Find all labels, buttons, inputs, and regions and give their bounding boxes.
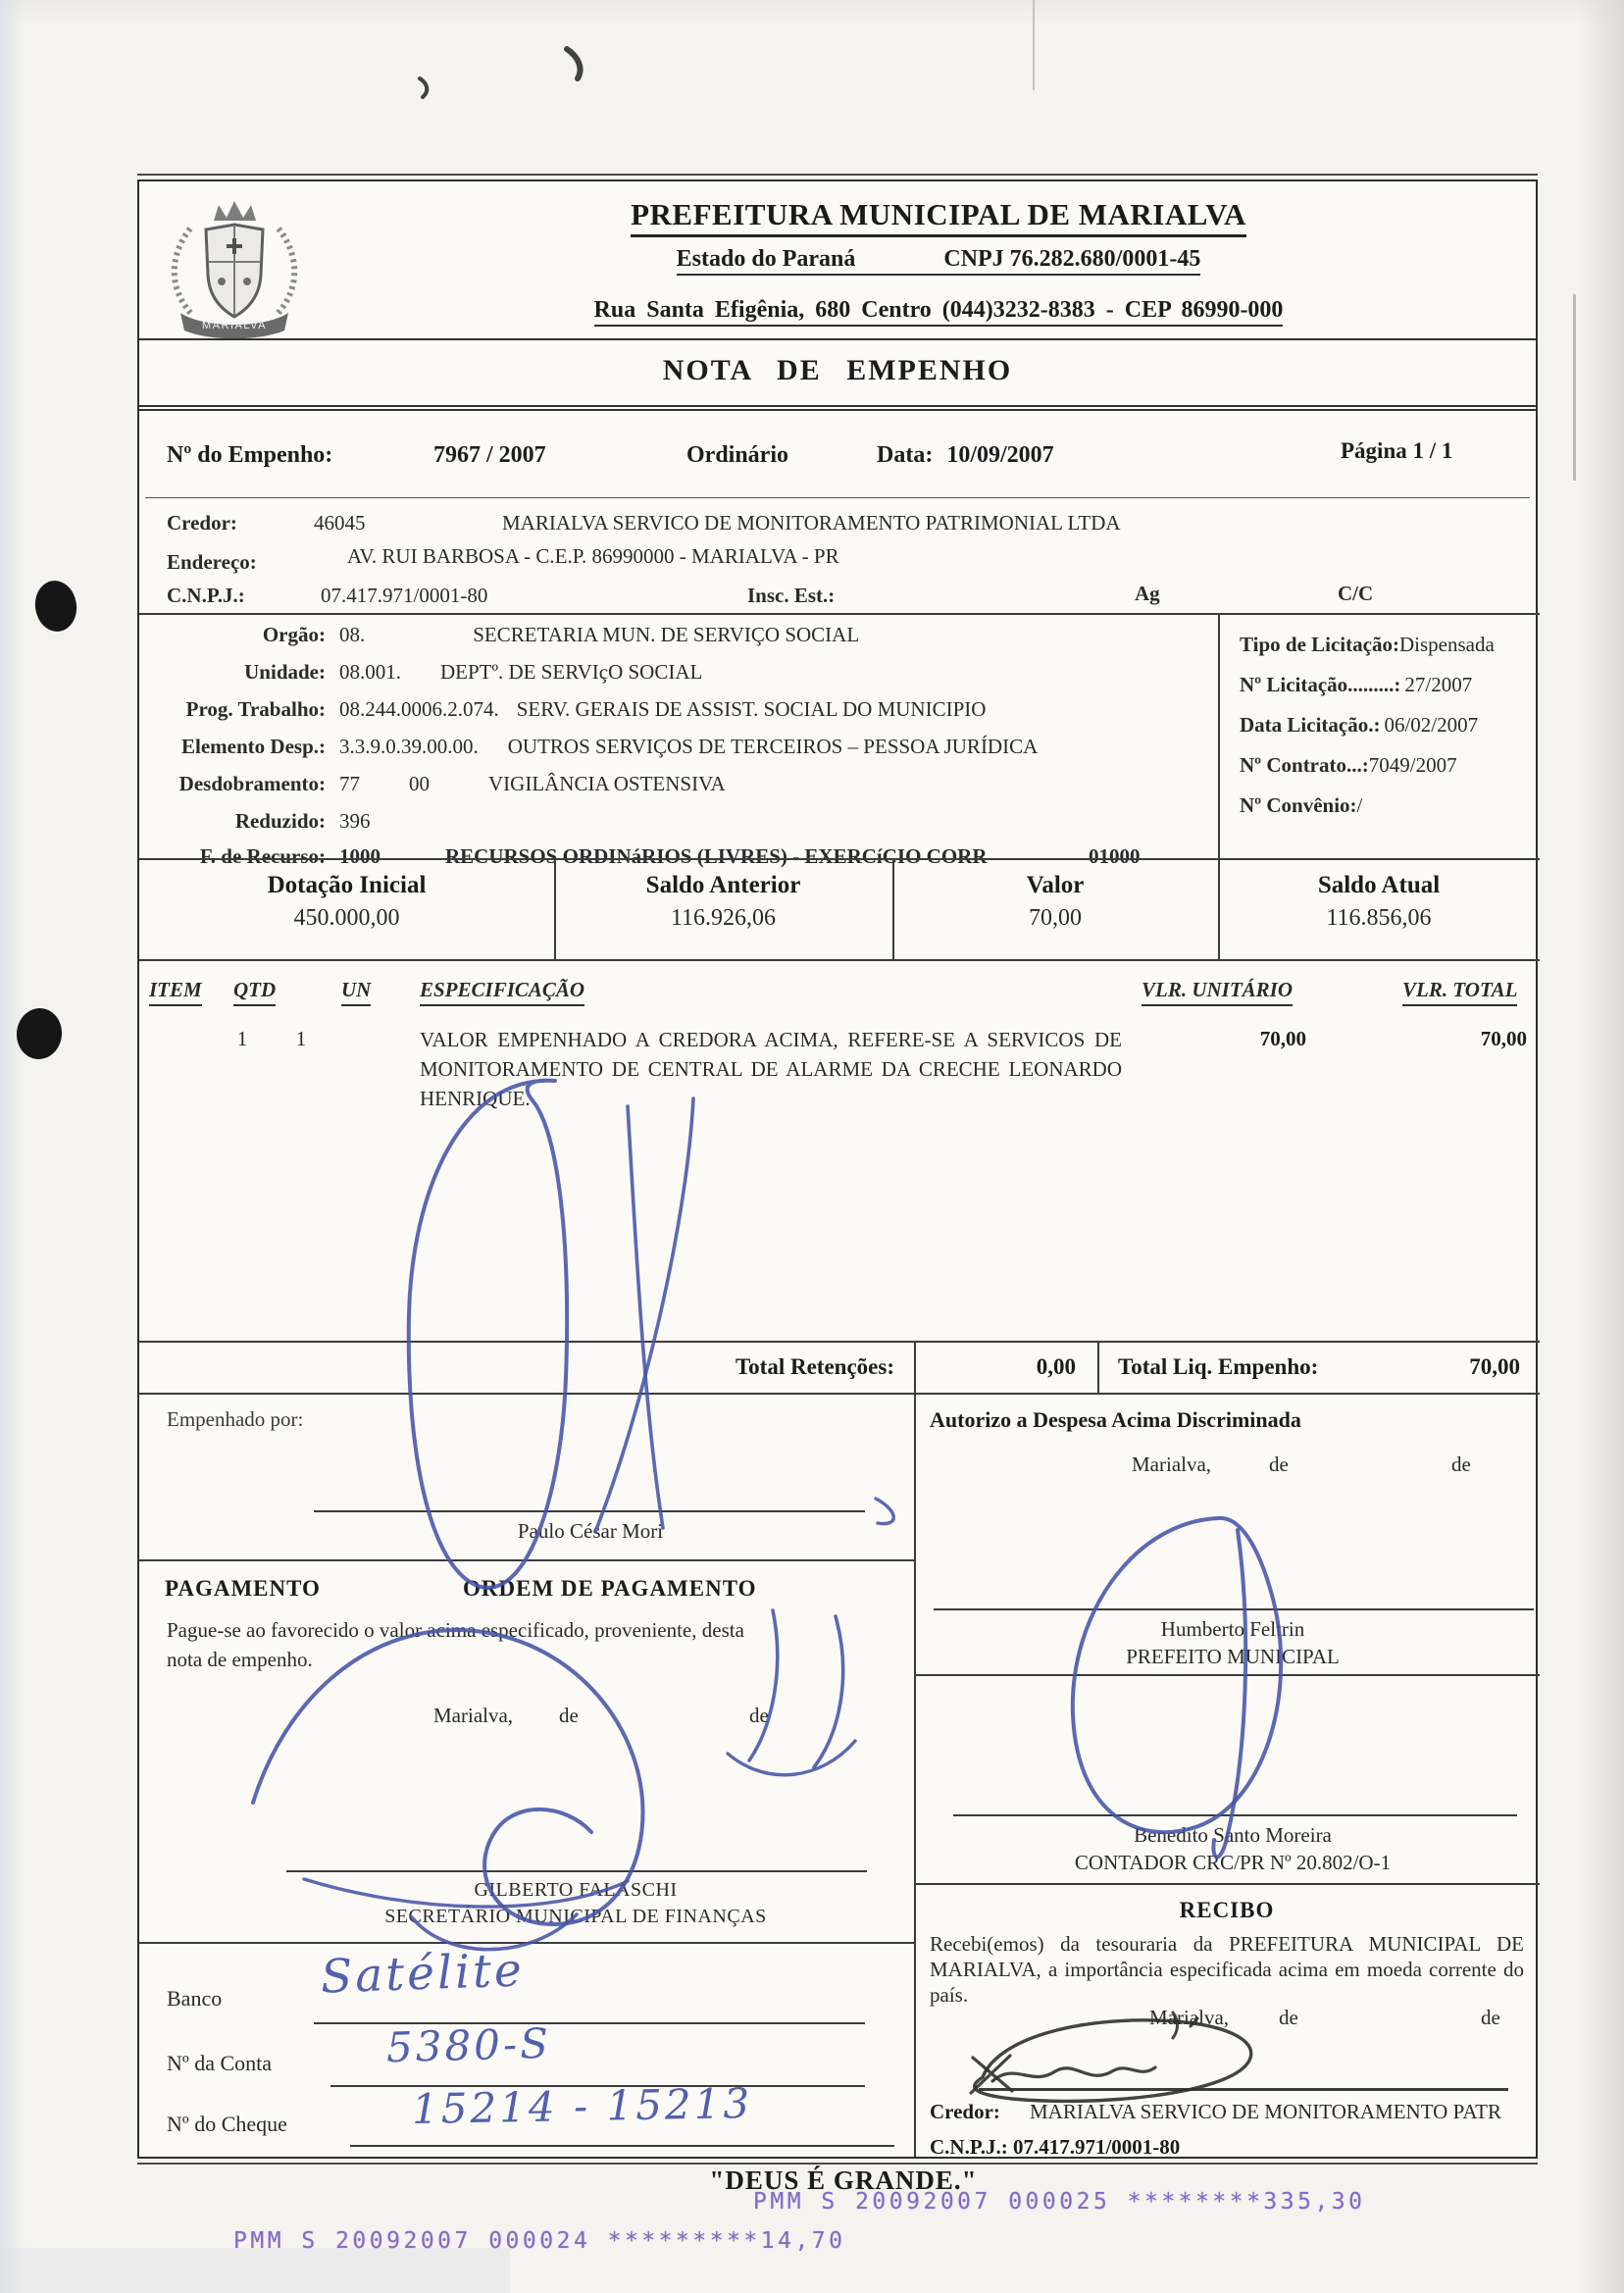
- convenio-label: Nº Convênio:: [1240, 793, 1357, 817]
- elemento-desc: OUTROS SERVIÇOS DE TERCEIROS – PESSOA JURÍDICA: [507, 735, 1039, 758]
- licitacao-tipo-value: Dispensada: [1398, 633, 1495, 656]
- banco-section-divider: [139, 1942, 914, 1944]
- totais-top-line: [139, 1341, 1540, 1343]
- doc-title-band: NOTA DE EMPENHO: [139, 338, 1536, 407]
- footer-motto: "DEUS É GRANDE.": [709, 2166, 978, 2195]
- licitacao-data-label: Data Licitação.:: [1240, 713, 1381, 737]
- header-title-block: [355, 197, 1522, 232]
- autorizo-cidade: Marialva,: [1132, 1452, 1212, 1476]
- scan-artifact-line: [1033, 0, 1035, 90]
- prefeito-section-divider: [914, 1674, 1540, 1676]
- dot-matrix-stamp-1: PMM S 20092007 000025 ********335,30: [753, 2189, 1366, 2215]
- orcamento-block: [139, 623, 1198, 869]
- recurso-extra-code: 01000: [1089, 844, 1141, 868]
- contador-signature-line: [953, 1814, 1517, 1816]
- item-qtd: 1: [295, 1027, 307, 1050]
- credor-name: MARIALVA SERVICO DE MONITORAMENTO PATRIMONIAL LTDA: [502, 511, 1121, 535]
- cc-label: C/C: [1338, 582, 1374, 605]
- empenhado-por-label: Empenhado por:: [167, 1407, 304, 1431]
- recibo-credor-name: MARIALVA SERVICO DE MONITORAMENTO PATR: [1030, 2100, 1502, 2123]
- saldo-atual-cell: [1218, 872, 1540, 932]
- desdobramento-label: Desdobramento:: [178, 772, 326, 795]
- dotacao-top-line: [139, 858, 1540, 860]
- col-un-header: UN: [341, 978, 371, 1006]
- totais-divider-2: [1097, 1341, 1099, 1393]
- cnpj-label: C.N.P.J.:: [167, 584, 245, 607]
- empenho-number-label: Nº do Empenho:: [167, 442, 333, 468]
- dotacao-inicial-value: 450.000,00: [293, 905, 400, 931]
- pagamento-title: PAGAMENTO: [165, 1576, 321, 1601]
- autorizo-de2: de: [1451, 1452, 1471, 1476]
- credor-label: Credor:: [167, 511, 237, 535]
- empenho-date-label: Data:: [877, 442, 934, 468]
- orcamento-row-prog-trabalho: [139, 697, 1198, 722]
- licitacao-block: [1240, 633, 1534, 818]
- desdobramento-desc: VIGILÂNCIA OSTENSIVA: [488, 772, 726, 795]
- prog-trabalho-desc: SERV. GERAIS DE ASSIST. SOCIAL DO MUNICIPIO: [516, 697, 987, 721]
- licitacao-num-value: 27/2007: [1404, 673, 1473, 696]
- ink-blob-1: [32, 578, 80, 634]
- autorizo-de1: de: [1269, 1452, 1289, 1476]
- total-retencoes-label: Total Retenções:: [735, 1354, 894, 1379]
- insc-est-label: Insc. Est.:: [747, 584, 836, 607]
- empenho-date-value: 10/09/2007: [946, 442, 1054, 468]
- orcamento-row-unidade: [139, 660, 1198, 685]
- licitacao-num-row: [1240, 673, 1534, 697]
- orgao-desc: SECRETARIA MUN. DE SERVIÇO SOCIAL: [473, 623, 860, 646]
- reduzido-code: 396: [339, 809, 371, 833]
- orcamento-row-elemento: [139, 735, 1198, 759]
- item-vlr-total: 70,00: [1480, 1027, 1527, 1050]
- page-indicator: Página 1 / 1: [1341, 438, 1453, 463]
- contrato-value: 7049/2007: [1368, 753, 1457, 777]
- col-item-header: ITEM: [149, 978, 202, 1006]
- page-title: PREFEITURA MUNICIPAL DE MARIALVA: [631, 197, 1246, 237]
- item-vlr-unit: 70,00: [1259, 1027, 1306, 1050]
- empenhado-signer-name: Paulo César Mori: [517, 1519, 664, 1543]
- saldo-anterior-header: Saldo Anterior: [645, 872, 801, 898]
- contador-name: Benedito Santo Moreira: [1134, 1823, 1332, 1847]
- dot-matrix-stamp-2: PMM S 20092007 000024 *********14,70: [233, 2228, 846, 2254]
- empenho-form: [137, 179, 1538, 2159]
- banco-handwritten-value: Satélite: [320, 1943, 526, 2005]
- unidade-desc: DEPTº. DE SERVIçO SOCIAL: [440, 660, 703, 684]
- secretario-name: GILBERTO FALASCHI: [474, 1879, 678, 1901]
- cnpj-value: 07.417.971/0001-80: [321, 584, 488, 607]
- recurso-code: 1000: [339, 844, 381, 868]
- scan-edge-top: [0, 0, 1624, 25]
- recibo-credor-label: Credor:: [930, 2100, 1000, 2123]
- dotacao-bottom-line: [139, 959, 1540, 961]
- credor-code: 46045: [314, 511, 366, 535]
- totais-divider-1: [914, 1341, 916, 1393]
- recibo-section-divider: [914, 1883, 1540, 1885]
- prefeito-name: Humberto Feltrin: [1160, 1617, 1305, 1641]
- header-state: Estado do Paraná: [676, 246, 856, 272]
- divider-under-credor: [139, 613, 1540, 615]
- conta-label: Nº da Conta: [167, 2051, 273, 2075]
- saldo-anterior-value: 116.926,06: [670, 905, 777, 931]
- divider-licitacao: [1218, 613, 1220, 858]
- total-liq-value: 70,00: [1469, 1354, 1520, 1379]
- empenho-type: Ordinário: [686, 442, 789, 468]
- contador-role: CONTADOR CRC/PR Nº 20.802/O-1: [1074, 1851, 1392, 1874]
- item-number: 1: [236, 1027, 248, 1050]
- autorizo-title: Autorizo a Despesa Acima Discriminada: [930, 1407, 1301, 1432]
- orcamento-row-desdobramento: [139, 772, 1198, 796]
- scan-artifact-tint: [0, 2248, 510, 2293]
- pagamento-de2: de: [749, 1704, 769, 1727]
- prog-trabalho-code: 08.244.0006.2.074.: [339, 697, 499, 721]
- recibo-title: RECIBO: [1179, 1898, 1275, 1922]
- conta-handwritten-value: 5380-S: [385, 2018, 552, 2072]
- total-retencoes-value: 0,00: [1036, 1354, 1076, 1379]
- col-qtd-header: QTD: [233, 978, 276, 1006]
- recibo-de1: de: [1279, 2006, 1298, 2029]
- scan-edge-left: [0, 0, 25, 2293]
- orcamento-row-recurso: [139, 844, 1198, 869]
- reduzido-label: Reduzido:: [234, 809, 326, 833]
- valor-header: Valor: [1026, 872, 1085, 898]
- col-vlr-unit-header: VLR. UNITÁRIO: [1142, 978, 1293, 1006]
- empenho-number-value: 7967 / 2007: [433, 442, 546, 468]
- saldo-atual-header: Saldo Atual: [1317, 872, 1441, 898]
- dotacao-inicial-header: Dotação Inicial: [267, 872, 427, 898]
- licitacao-tipo-label: Tipo de Licitação:: [1240, 633, 1399, 656]
- header-address-block: [355, 297, 1522, 324]
- elemento-code: 3.3.9.0.39.00.00.: [339, 735, 479, 758]
- licitacao-data-value: 06/02/2007: [1384, 713, 1479, 737]
- recurso-label: F. de Recurso:: [199, 844, 326, 868]
- header-address: Rua Santa Efigênia, 680 Centro (044)3232-8383 - CEP 86990-000: [594, 297, 1284, 327]
- bottom-column-divider: [914, 1393, 916, 2157]
- empenho-date: [877, 442, 1054, 469]
- recibo-text: Recebi(emos) da tesouraria da PREFEITURA MUNICIPAL DE MARIALVA, a importância especificada acima em moeda corrente do país.: [930, 1932, 1524, 2007]
- recibo-cidade: Marialva,: [1149, 2006, 1230, 2029]
- prefeito-role: PREFEITO MUNICIPAL: [1126, 1645, 1340, 1668]
- pagamento-text: Pague-se ao favorecido o valor acima especificado, proveniente, desta nota de empenho.: [167, 1618, 744, 1671]
- pagamento-section-divider: [139, 1559, 914, 1561]
- totais-bottom-line: [139, 1393, 1540, 1395]
- saldo-anterior-cell: [554, 872, 892, 932]
- header-subtitle-block: [355, 246, 1522, 273]
- desdobramento-code2: 00: [409, 772, 430, 795]
- secretario-role: SECRETÁRIO MUNICIPAL DE FINANÇAS: [384, 1906, 767, 1927]
- licitacao-tipo-row: [1240, 633, 1534, 657]
- total-liq-label: Total Liq. Empenho:: [1118, 1354, 1319, 1379]
- scan-specks-icon: [420, 49, 581, 97]
- cheque-label: Nº do Cheque: [167, 2112, 287, 2136]
- col-espec-header: ESPECIFICAÇÃO: [420, 978, 584, 1006]
- cheque-underline: [350, 2145, 894, 2147]
- orgao-label: Orgão:: [262, 623, 326, 646]
- prog-trabalho-label: Prog. Trabalho:: [185, 697, 326, 721]
- recibo-signature-line: [979, 2088, 1508, 2091]
- valor-value: 70,00: [1029, 905, 1082, 931]
- recibo-cnpj: C.N.P.J.: 07.417.971/0001-80: [930, 2135, 1181, 2159]
- recurso-desc: RECURSOS ORDINáRIOS (LIVRES) - EXERCíCIO CORR: [445, 844, 988, 868]
- secretario-signature-line: [286, 1870, 867, 1872]
- municipal-crest-icon: [157, 191, 314, 340]
- pagamento-cidade: Marialva,: [433, 1704, 514, 1727]
- convenio-row: [1240, 793, 1534, 818]
- empenhado-signature-line: [314, 1510, 865, 1512]
- endereco-label: Endereço:: [167, 550, 257, 574]
- col-vlr-total-header: VLR. TOTAL: [1402, 978, 1517, 1006]
- cheque-handwritten-value: 15214 - 15213: [411, 2078, 753, 2134]
- scan-edge-right: [1579, 0, 1624, 2293]
- item-espec: VALOR EMPENHADO A CREDORA ACIMA, REFERE-SE A SERVICOS DE MONITORAMENTO DE CENTRAL DE ALARME DA CRECHE LEONARDO HENRIQUE.: [420, 1028, 1122, 1110]
- elemento-label: Elemento Desp.:: [181, 735, 326, 758]
- ordem-pagamento-title: ORDEM DE PAGAMENTO: [463, 1576, 757, 1601]
- prefeito-signature-line: [934, 1608, 1534, 1610]
- scan-artifact-streak: [1573, 294, 1576, 481]
- orgao-code: 08.: [339, 623, 366, 646]
- header-cnpj: CNPJ 76.282.680/0001-45: [943, 246, 1201, 272]
- saldo-atual-value: 116.856,06: [1326, 905, 1432, 931]
- orcamento-row-reduzido: [139, 809, 1198, 834]
- doc-title-band-underline: [139, 409, 1536, 411]
- banco-label: Banco: [167, 1986, 223, 2011]
- contrato-label: Nº Contrato...:: [1240, 753, 1369, 777]
- desdobramento-code: 77: [339, 772, 360, 795]
- recibo-de2: de: [1481, 2006, 1500, 2029]
- dotacao-inicial-cell: [139, 872, 554, 932]
- contrato-row: [1240, 753, 1534, 778]
- pagamento-de1: de: [559, 1704, 579, 1727]
- endereco-value: AV. RUI BARBOSA - C.E.P. 86990000 - MARIALVA - PR: [347, 544, 839, 568]
- licitacao-data-row: [1240, 713, 1534, 738]
- valor-cell: [892, 872, 1218, 932]
- licitacao-num-label: Nº Licitação.........:: [1240, 673, 1401, 696]
- crest-banner-label: MARIALVA: [202, 320, 267, 331]
- orcamento-row-orgao: [139, 623, 1198, 647]
- ag-label: Ag: [1135, 582, 1160, 605]
- unidade-code: 08.001.: [339, 660, 401, 684]
- unidade-label: Unidade:: [244, 660, 326, 684]
- convenio-value: /: [1356, 793, 1363, 817]
- divider-under-empenho: [145, 497, 1530, 498]
